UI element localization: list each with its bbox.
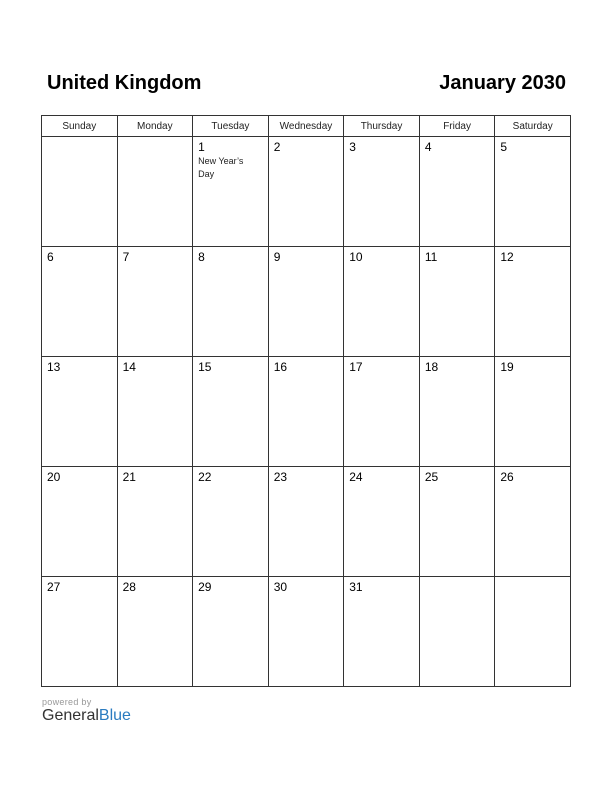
day-number: 9: [273, 250, 281, 264]
day-number: 28: [122, 580, 136, 594]
holiday-label: New Year’s Day: [198, 156, 244, 179]
footer-branding: [42, 697, 131, 725]
day-cell-content: [118, 357, 193, 377]
day-cell-content: [420, 137, 495, 157]
day-cell: [268, 467, 344, 577]
day-cell: [117, 577, 193, 687]
week-row: [42, 357, 571, 467]
day-cell: [117, 357, 193, 467]
day-cell-content: [193, 247, 268, 267]
weekday-sunday: Sunday: [42, 116, 118, 137]
day-cell-content: [420, 357, 495, 377]
day-number: 21: [122, 470, 136, 484]
week-row: [42, 577, 571, 687]
day-cell-content: [344, 467, 419, 487]
day-cell: [344, 577, 420, 687]
day-cell-content: [495, 247, 570, 267]
day-cell-content: [42, 357, 117, 377]
day-cell-content: [42, 247, 117, 267]
day-number: 11: [424, 250, 438, 264]
day-cell: [268, 247, 344, 357]
day-cell: [117, 247, 193, 357]
day-cell-content: [193, 357, 268, 377]
day-cell-content: [118, 137, 193, 143]
calendar-grid: [41, 115, 571, 687]
day-cell: [193, 577, 269, 687]
day-number: 14: [122, 360, 136, 374]
powered-by-text: powered by: [42, 697, 92, 707]
day-number: 8: [198, 250, 205, 264]
day-cell-content: [42, 137, 117, 143]
day-number: 29: [198, 580, 212, 594]
day-number: 15: [198, 360, 212, 374]
day-number: 17: [349, 360, 363, 374]
day-number: 2: [273, 140, 281, 154]
day-number: 3: [349, 140, 356, 154]
day-number: 31: [349, 580, 363, 594]
day-cell-content: [420, 467, 495, 487]
day-cell: [419, 247, 495, 357]
day-cell: [42, 577, 118, 687]
day-cell: [419, 467, 495, 577]
day-cell-content: [420, 577, 495, 583]
day-cell-content: [344, 357, 419, 377]
day-number: 24: [349, 470, 363, 484]
weekday-thursday: Thursday: [344, 116, 420, 137]
weekday-monday: Monday: [117, 116, 193, 137]
day-cell-content: [269, 247, 344, 267]
day-cell-content: [193, 137, 268, 184]
day-cell: [42, 357, 118, 467]
day-cell: [495, 137, 571, 247]
day-cell: [495, 357, 571, 467]
day-number: 4: [424, 140, 432, 154]
weekday-saturday: Saturday: [495, 116, 571, 137]
day-cell-content: [118, 247, 193, 267]
day-number: 27: [47, 580, 61, 594]
day-number: 10: [349, 250, 363, 264]
day-cell-content: [495, 137, 570, 157]
day-cell: [268, 137, 344, 247]
day-cell-content: [495, 357, 570, 377]
day-number: 19: [500, 360, 514, 374]
day-cell-content: [193, 577, 268, 597]
day-cell: [193, 137, 269, 247]
day-number: 18: [424, 360, 439, 374]
day-cell: [344, 467, 420, 577]
weekday-wednesday: Wednesday: [268, 116, 344, 137]
calendar-header: [41, 70, 571, 100]
day-number: 6: [47, 250, 54, 264]
day-cell: [193, 357, 269, 467]
day-number: 25: [424, 470, 439, 484]
day-cell: [193, 247, 269, 357]
day-cell-content: [42, 467, 117, 487]
day-number: 1: [198, 140, 205, 154]
brand-logo: [42, 707, 131, 725]
week-row: [42, 467, 571, 577]
day-cell-content: [344, 577, 419, 597]
month-year-title: January 2030: [439, 72, 566, 94]
day-cell: [495, 247, 571, 357]
day-cell-content: [118, 577, 193, 597]
day-cell: [193, 467, 269, 577]
day-cell: [268, 577, 344, 687]
day-number: 16: [273, 360, 288, 374]
brand-blue-text: Blue: [98, 707, 131, 724]
day-cell: [42, 137, 118, 247]
day-number: 7: [122, 250, 130, 264]
day-cell: [419, 577, 495, 687]
day-cell-content: [495, 467, 570, 487]
day-cell: [495, 577, 571, 687]
day-cell: [344, 357, 420, 467]
day-cell: [344, 247, 420, 357]
day-cell-content: [495, 577, 570, 583]
day-cell-content: [269, 577, 344, 597]
day-cell-content: [42, 577, 117, 597]
day-cell-content: [420, 247, 495, 267]
day-number: 30: [273, 580, 288, 594]
day-cell-content: [269, 357, 344, 377]
weekday-tuesday: Tuesday: [193, 116, 269, 137]
day-cell-content: [344, 137, 419, 157]
day-cell-content: [344, 247, 419, 267]
week-row: [42, 137, 571, 247]
day-cell-content: [118, 467, 193, 487]
country-title: United Kingdom: [47, 72, 202, 94]
day-cell: [117, 467, 193, 577]
day-number: 5: [500, 140, 508, 154]
day-number: 20: [47, 470, 61, 484]
day-cell: [42, 467, 118, 577]
day-cell-content: [193, 467, 268, 487]
day-number: 26: [500, 470, 514, 484]
day-cell: [495, 467, 571, 577]
day-cell: [419, 137, 495, 247]
day-cell: [117, 137, 193, 247]
day-number: 23: [273, 470, 288, 484]
day-cell: [419, 357, 495, 467]
weekday-friday: Friday: [419, 116, 495, 137]
day-number: 13: [47, 360, 61, 374]
day-cell-content: [269, 137, 344, 157]
day-cell-content: [269, 467, 344, 487]
day-number: 22: [198, 470, 212, 484]
day-number: 12: [500, 250, 514, 264]
weekday-header-row: [42, 116, 571, 137]
day-cell: [42, 247, 118, 357]
week-row: [42, 247, 571, 357]
day-cell: [344, 137, 420, 247]
day-cell: [268, 357, 344, 467]
brand-general-text: General: [42, 707, 99, 724]
